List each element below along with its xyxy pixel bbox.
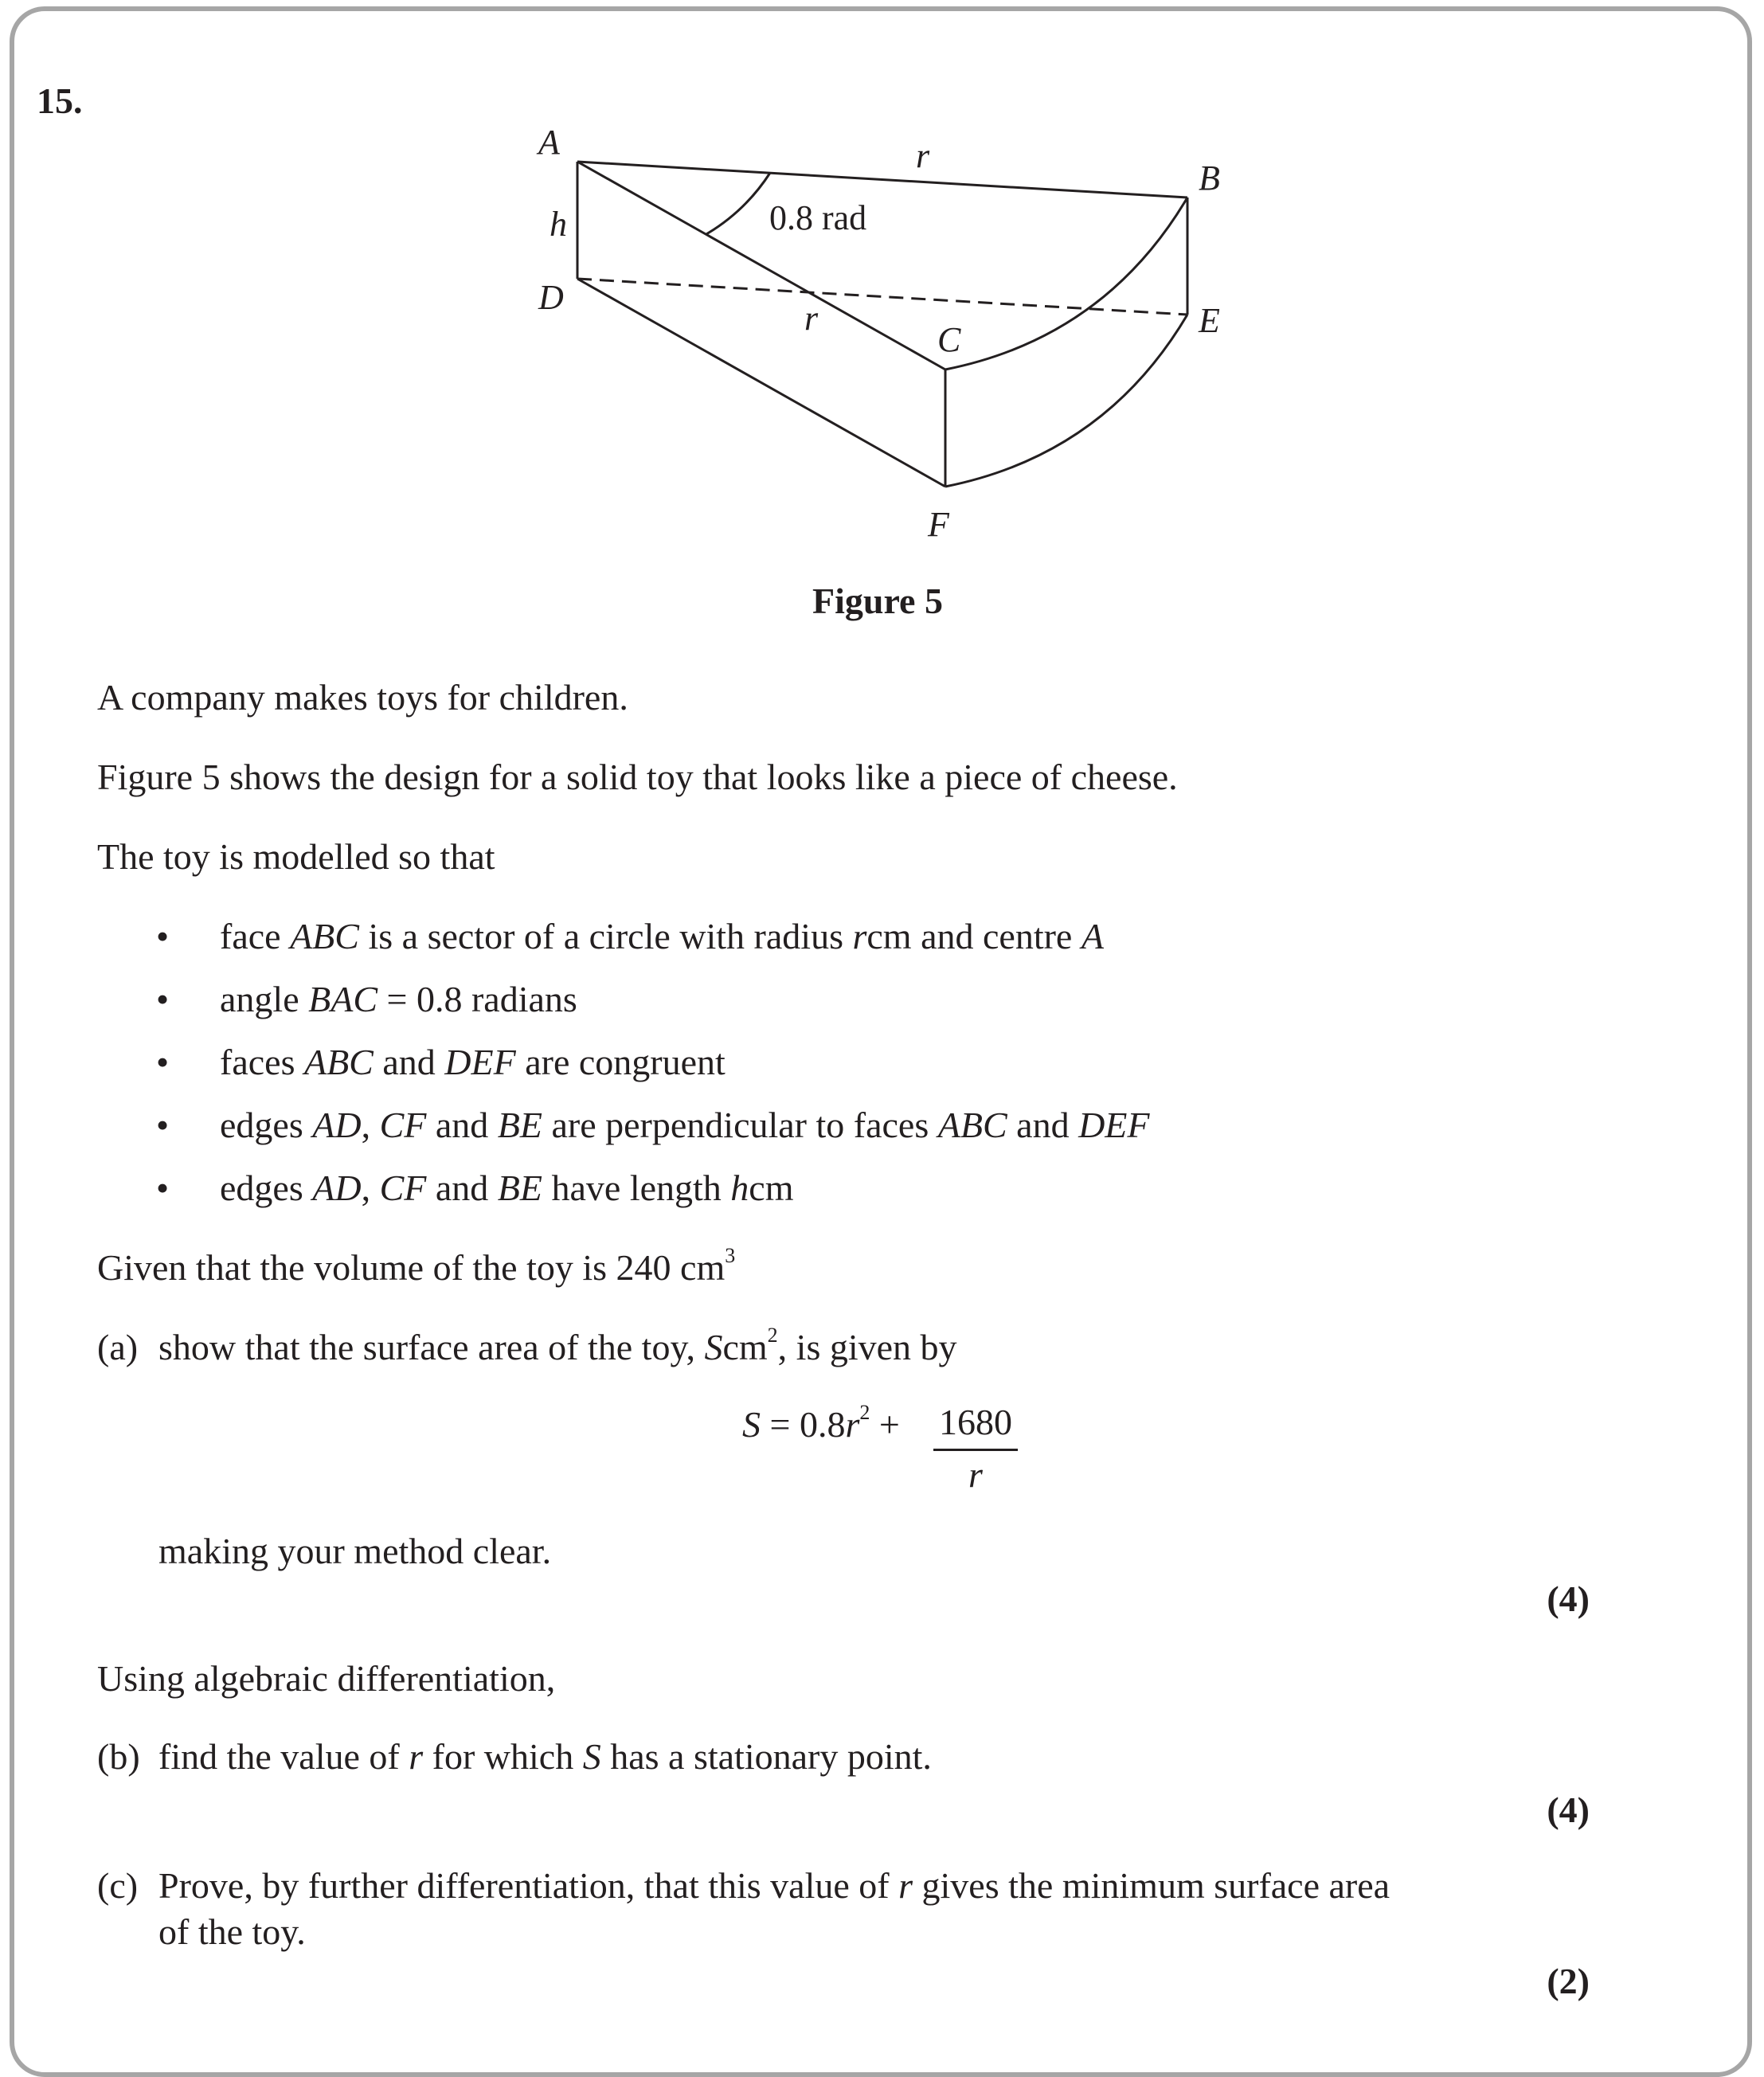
bullet-marker: •: [156, 979, 170, 1019]
part-c-label: (c): [97, 1865, 139, 1906]
angle-arc: [706, 173, 770, 234]
bullet-2: angle BAC = 0.8 radians: [220, 979, 577, 1019]
bullet-5: edges AD, CF and BE have length hcm: [220, 1168, 794, 1208]
edge-ac: [577, 162, 945, 370]
fraction-denominator: r: [968, 1453, 983, 1495]
intro-line-2: Figure 5 shows the design for a solid toy that looks like a piece of cheese.: [97, 757, 1178, 797]
arc-ef: [945, 315, 1187, 487]
intro-line-3: The toy is modelled so that: [97, 836, 495, 877]
label-h: h: [550, 205, 567, 244]
question-number: 15.: [37, 80, 83, 121]
label-a: A: [538, 123, 560, 162]
part-b-marks: (4): [1547, 1790, 1590, 1830]
figure-caption: Figure 5: [812, 581, 943, 621]
bullet-marker: •: [156, 1168, 170, 1208]
intro-line-1: A company makes toys for children.: [97, 677, 628, 718]
bullet-marker: •: [156, 1042, 170, 1082]
using-differentiation: Using algebraic differentiation,: [97, 1658, 556, 1699]
label-r-mid: r: [804, 299, 819, 338]
part-c-marks: (2): [1547, 1961, 1590, 2001]
edge-df: [577, 279, 945, 487]
fraction-bar: [933, 1449, 1018, 1451]
arc-bc: [945, 198, 1187, 370]
part-a-text: show that the surface area of the toy, Scm$^2$, is given by: [158, 1324, 957, 1367]
surface-area-formula: $S = 0.8r^2$ +: [742, 1401, 900, 1445]
part-b-label: (b): [97, 1736, 140, 1777]
label-b: B: [1199, 158, 1220, 198]
part-b-text: find the value of r for which S has a stationary point.: [158, 1736, 932, 1777]
label-c: C: [937, 320, 961, 359]
bullet-marker: •: [156, 916, 170, 956]
label-angle: 0.8 rad: [769, 198, 867, 237]
part-a-follow: making your method clear.: [158, 1531, 552, 1571]
bullet-1: face ABC is a sector of a circle with radius rcm and centre A: [220, 916, 1104, 956]
part-a-label: (a): [97, 1327, 139, 1367]
label-d: D: [538, 278, 564, 317]
formula-fraction: [933, 1402, 1018, 1496]
label-r-top: r: [916, 136, 930, 175]
label-e: E: [1199, 301, 1220, 340]
bullet-3: faces ABC and DEF are congruent: [220, 1042, 726, 1082]
label-f: F: [928, 505, 949, 544]
hidden-edge-de: [577, 279, 1187, 315]
given-statement: Given that the volume of the toy is 240 $cm^3$: [97, 1244, 736, 1288]
part-c-text-line-2: of the toy.: [158, 1911, 306, 1952]
part-a-marks: (4): [1547, 1578, 1590, 1619]
part-c-text: Prove, by further differentiation, that this value of r gives the minimum surface area: [158, 1865, 1390, 1906]
fraction-numerator: 1680: [939, 1402, 1012, 1442]
figure-5-diagram: [0, 0, 1764, 557]
edge-ab: [577, 162, 1187, 198]
bullet-4: edges AD, CF and BE are perpendicular to faces ABC and DEF: [220, 1105, 1150, 1145]
bullet-marker: •: [156, 1105, 170, 1145]
